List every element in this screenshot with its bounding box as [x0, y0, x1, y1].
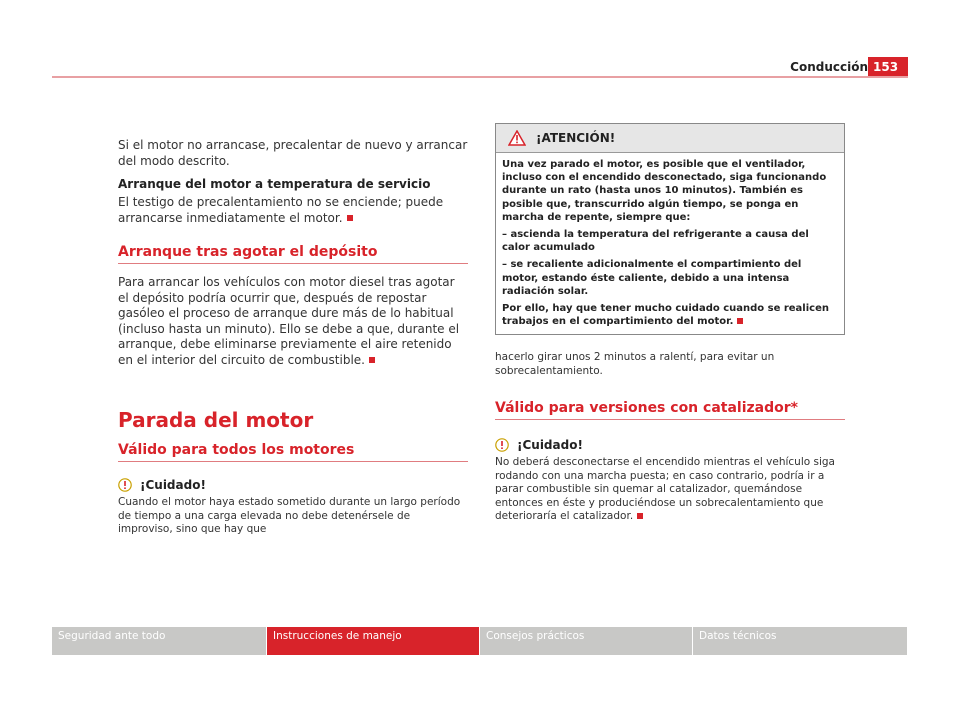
tab-instrucciones[interactable]: Instrucciones de manejo: [267, 627, 479, 655]
caution-notice-catalyst: [495, 438, 845, 452]
right-column: [495, 123, 845, 524]
warning-text-3: – se recaliente adicionalmente el compartimiento del motor, estando éste caliente, debido a una intensa radiación solar.: [502, 259, 802, 297]
caution-title: ¡Cuidado!: [517, 438, 583, 453]
warning-triangle-icon: [508, 130, 526, 146]
heading-stop-engine: Parada del motor: [118, 408, 314, 432]
heading-empty-tank: Arranque tras agotar el depósito: [118, 244, 468, 264]
warning-title: ¡ATENCIÓN!: [536, 131, 616, 145]
end-marker-icon: [737, 318, 743, 324]
heading-all-engines: Válido para todos los motores: [118, 442, 468, 462]
tab-seguridad[interactable]: Seguridad ante todo: [52, 627, 266, 655]
paragraph-continuation: hacerlo girar unos 2 minutos a ralentí, para evitar un sobrecalentamiento.: [495, 351, 775, 377]
paragraph-restart: Si el motor no arrancase, precalentar de nuevo y arrancar del modo descrito.: [118, 138, 468, 168]
end-marker-icon: [347, 215, 353, 221]
warning-text-4: Por ello, hay que tener mucho cuidado cuando se realicen trabajos en el compartimiento del motor.: [502, 303, 829, 328]
tab-datos[interactable]: Datos técnicos: [693, 627, 907, 655]
paragraph-warm-start: El testigo de precalentamiento no se enciende; puede arrancarse inmediatamente el motor.: [118, 195, 444, 225]
tab-consejos[interactable]: Consejos prácticos: [480, 627, 692, 655]
paragraph-empty-tank: Para arrancar los vehículos con motor diesel tras agotar el depósito podría ocurrir que, después de repostar gasóleo el proceso de arranque dure más de lo habitual (incluso hasta un minuto). Ello se debe a que, durante el arranque, debe eliminarse previamente el aire retenido en el interior del circuito de combustible.: [118, 275, 460, 367]
caution-text-left: Cuando el motor haya estado sometido durante un largo período de tiempo a una carga elevada no debe detenérsele de improviso, sino que hay que: [118, 496, 461, 535]
header-rule: [52, 76, 908, 78]
warning-header: [496, 124, 844, 153]
heading-catalyst: Válido para versiones con catalizador*: [495, 400, 845, 420]
warning-text-1: Una vez parado el motor, es posible que el ventilador, incluso con el encendido desconectado, siga funcionando durante un rato (hasta unos 10 minutos). También es posible que, transcurrido algún tiempo, se ponga en marcha de repente, siempre que:: [502, 159, 827, 223]
end-marker-icon: [637, 513, 643, 519]
chapter-title: Conducción: [790, 60, 868, 74]
end-marker-icon: [369, 357, 375, 363]
page-number: 153: [868, 57, 908, 78]
footer-nav: [52, 627, 908, 655]
warning-body: [496, 153, 844, 334]
caution-notice: [118, 478, 468, 492]
caution-text-catalyst: No deberá desconectarse el encendido mientras el vehículo siga rodando con una marcha puesta; en caso contrario, podría ir a parar combustible sin quemar al catalizador, quemándose entonces en éste y produciéndose un sobrecalentamiento que deterioraría el catalizador.: [495, 456, 835, 523]
warning-text-2: – ascienda la temperatura del refrigerante a causa del calor acumulado: [502, 229, 809, 254]
warning-box: [495, 123, 845, 335]
caution-circle-icon: [118, 478, 132, 492]
left-column: [118, 138, 468, 537]
caution-title: ¡Cuidado!: [140, 478, 206, 492]
subheading-warm-start: Arranque del motor a temperatura de servicio: [118, 177, 431, 191]
caution-circle-icon: [495, 438, 509, 452]
